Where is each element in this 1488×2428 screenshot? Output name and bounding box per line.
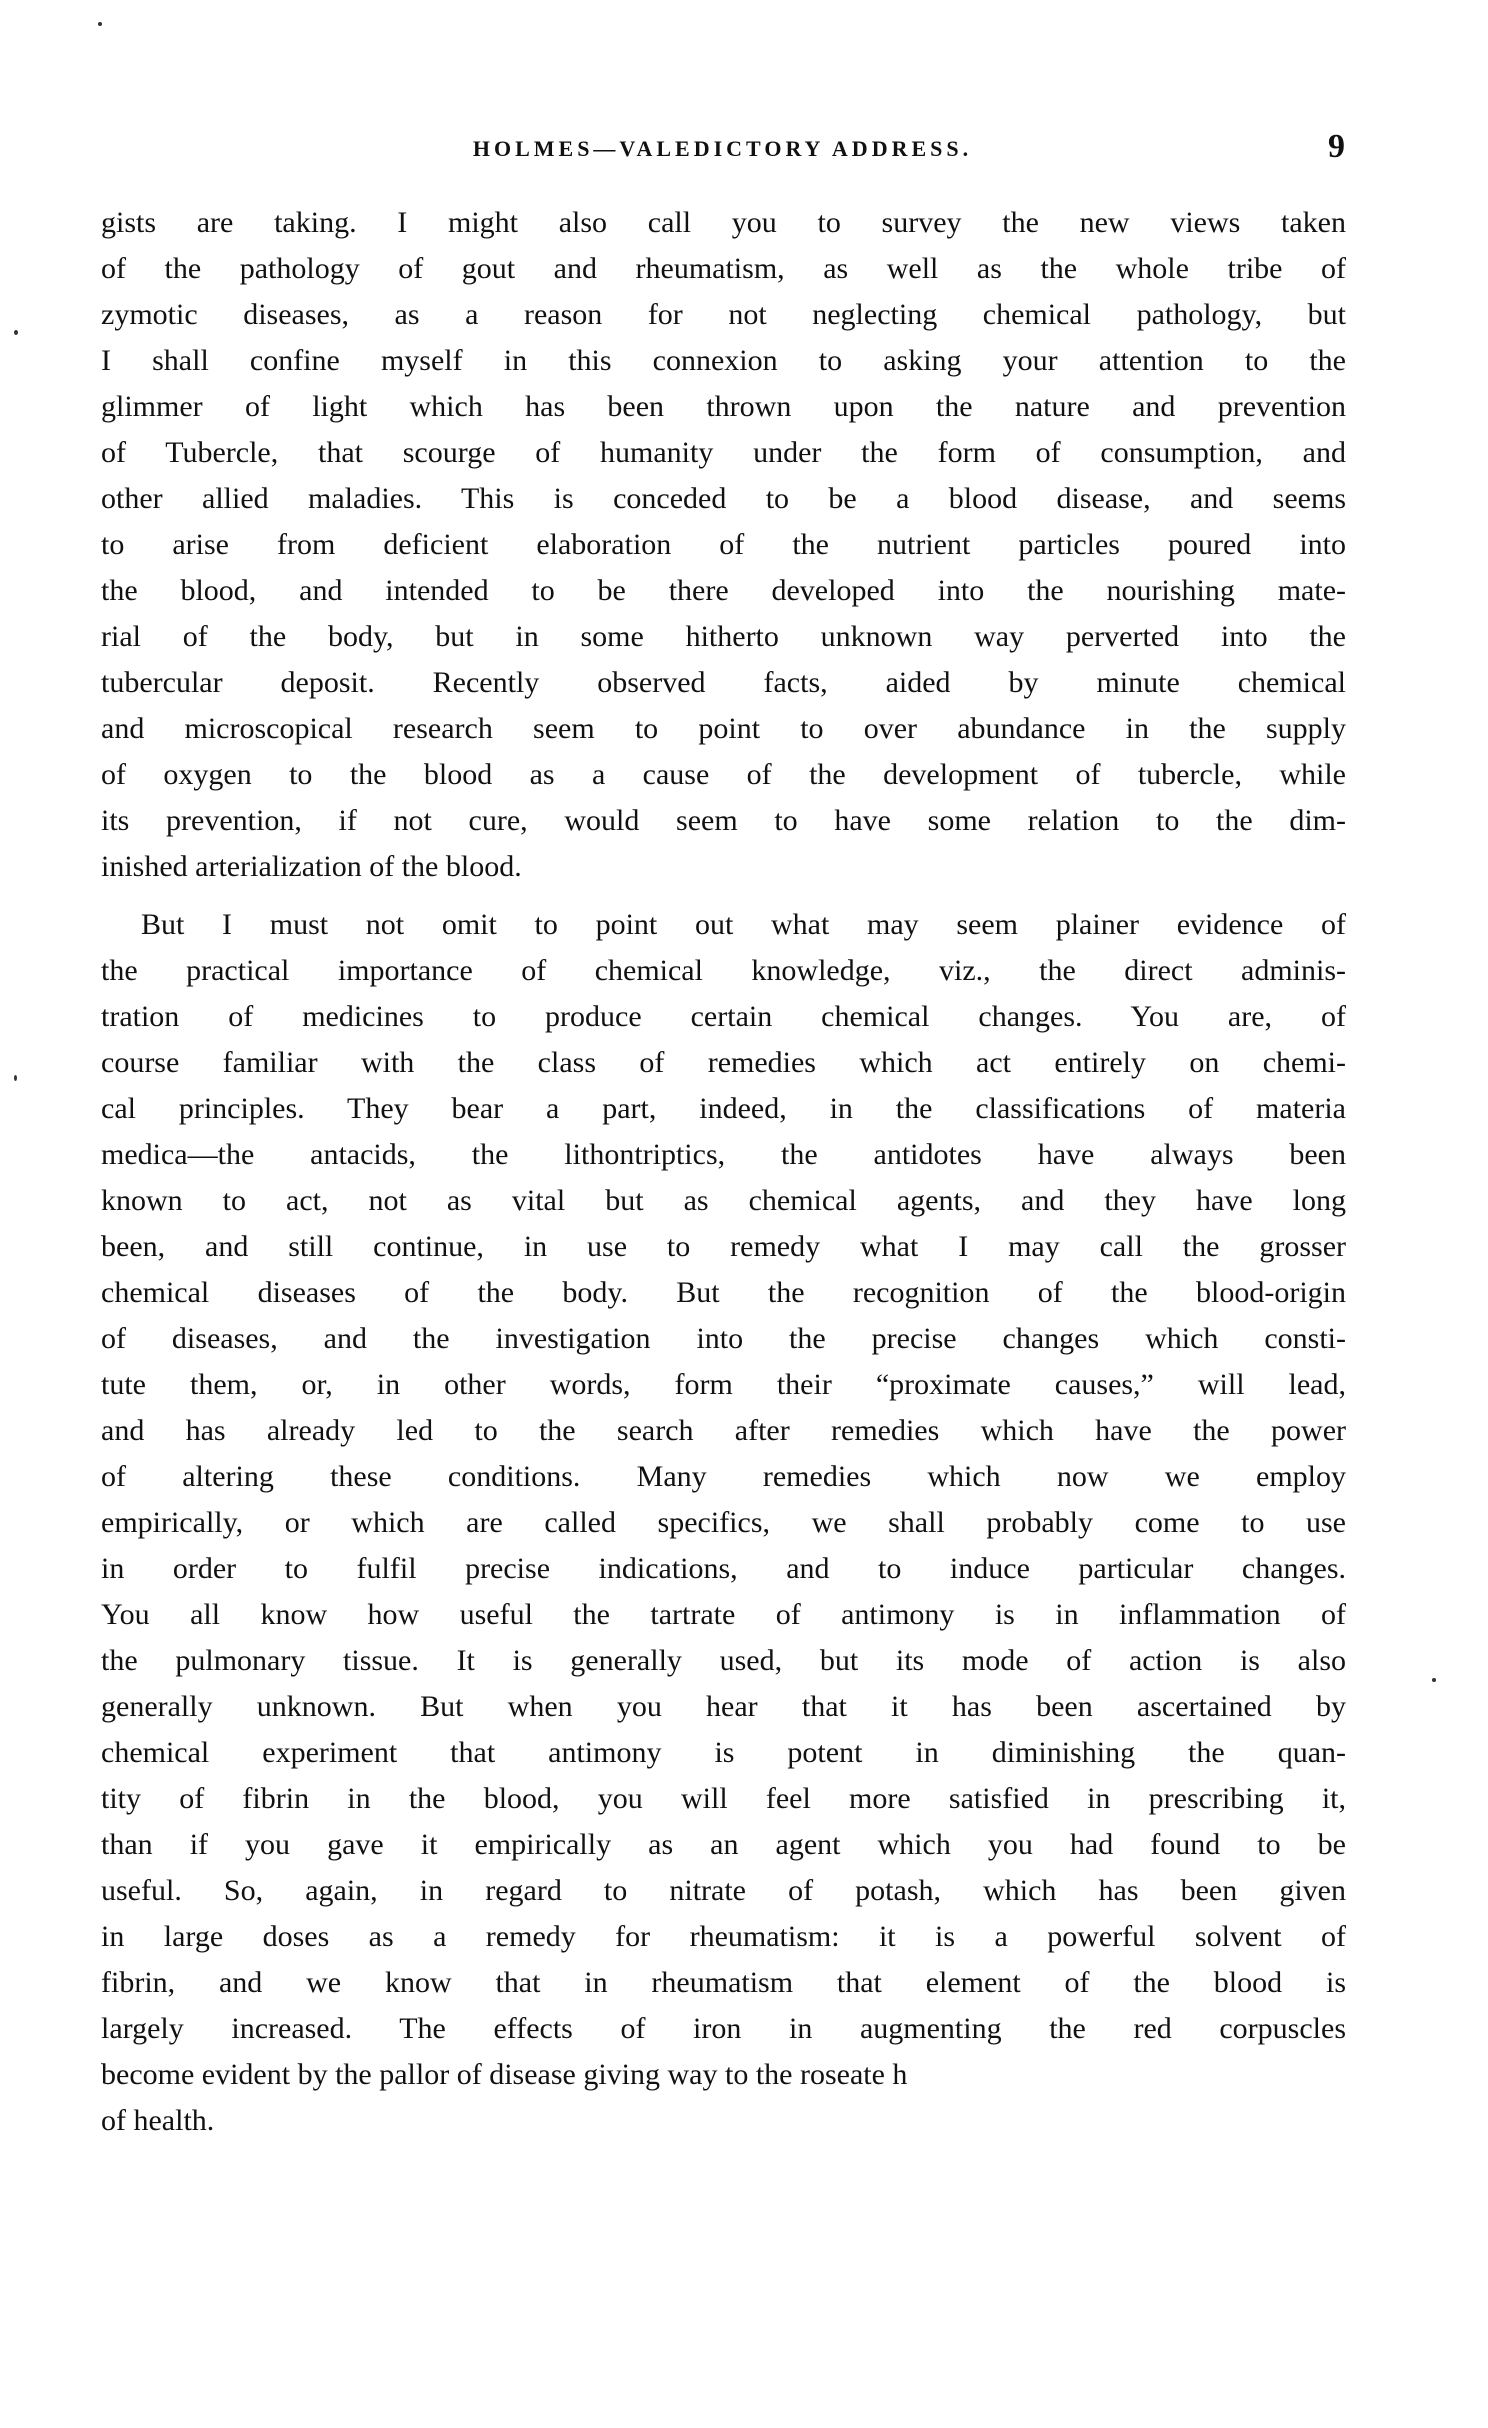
text-line: inished arterialization of the blood. bbox=[101, 850, 522, 883]
paragraph-1 bbox=[101, 200, 1346, 890]
text-line: You all know how useful the tartrate of antimony is in inflammation of bbox=[101, 1598, 1346, 1631]
scan-speck bbox=[1432, 1678, 1436, 1682]
text-line: I shall confine myself in this connexion to asking your attention to the bbox=[101, 344, 1346, 377]
text-line: tubercular deposit. Recently observed facts, aided by minute chemical bbox=[101, 666, 1346, 699]
text-line: glimmer of light which has been thrown upon the nature and prevention bbox=[101, 390, 1346, 423]
text-line: zymotic diseases, as a reason for not neglecting chemical pathology, but bbox=[101, 298, 1346, 331]
text-line: fibrin, and we know that in rheumatism that element of the blood is bbox=[101, 1966, 1346, 1999]
scan-speck bbox=[14, 330, 18, 335]
text-line: than if you gave it empirically as an agent which you had found to be bbox=[101, 1828, 1346, 1861]
text-line: medica—the antacids, the lithontriptics, the antidotes have always been bbox=[101, 1138, 1346, 1171]
paragraph-2 bbox=[101, 902, 1346, 2144]
scan-speck bbox=[98, 22, 102, 26]
text-line: the pulmonary tissue. It is generally used, but its mode of action is also bbox=[101, 1644, 1346, 1677]
text-line: its prevention, if not cure, would seem to have some relation to the dim- bbox=[101, 804, 1346, 837]
text-line: gists are taking. I might also call you to survey the new views taken bbox=[101, 206, 1346, 239]
running-header bbox=[100, 128, 1345, 168]
text-line: other allied maladies. This is conceded to be a blood disease, and seems bbox=[101, 482, 1346, 515]
text-line: cal principles. They bear a part, indeed, in the classifications of materia bbox=[101, 1092, 1346, 1125]
text-line: of Tubercle, that scourge of humanity under the form of consumption, and bbox=[101, 436, 1346, 469]
text-line: generally unknown. But when you hear that it has been ascertained by bbox=[101, 1690, 1346, 1723]
text-line: in order to fulfil precise indications, and to induce particular changes. bbox=[101, 1552, 1346, 1585]
text-line: of health. bbox=[101, 2104, 215, 2137]
text-line: chemical diseases of the body. But the recognition of the blood-origin bbox=[101, 1276, 1346, 1309]
text-line: the blood, and intended to be there developed into the nourishing mate- bbox=[101, 574, 1346, 607]
text-line: rial of the body, but in some hitherto unknown way perverted into the bbox=[101, 620, 1346, 653]
text-line: been, and still continue, in use to remedy what I may call the grosser bbox=[101, 1230, 1346, 1263]
text-line: of diseases, and the investigation into the precise changes which consti- bbox=[101, 1322, 1346, 1355]
text-line: in large doses as a remedy for rheumatism: it is a powerful solvent of bbox=[101, 1920, 1346, 1953]
text-line: of the pathology of gout and rheumatism, as well as the whole tribe of bbox=[101, 252, 1346, 285]
text-line: useful. So, again, in regard to nitrate of potash, which has been given bbox=[101, 1874, 1346, 1907]
text-line: and microscopical research seem to point to over abundance in the supply bbox=[101, 712, 1346, 745]
text-line: empirically, or which are called specifics, we shall probably come to use bbox=[101, 1506, 1346, 1539]
text-line: tute them, or, in other words, form their “proximate causes,” will lead, bbox=[101, 1368, 1346, 1401]
page-number: 9 bbox=[1328, 128, 1345, 165]
text-line: the practical importance of chemical knowledge, viz., the direct adminis- bbox=[101, 954, 1346, 987]
text-line: course familiar with the class of remedies which act entirely on chemi- bbox=[101, 1046, 1346, 1079]
text-line: of altering these conditions. Many remedies which now we employ bbox=[101, 1460, 1346, 1493]
text-line: of oxygen to the blood as a cause of the development of tubercle, while bbox=[101, 758, 1346, 791]
body-text bbox=[101, 200, 1346, 2144]
text-line: tity of fibrin in the blood, you will feel more satisfied in prescribing it, bbox=[101, 1782, 1346, 1815]
text-line: largely increased. The effects of iron in augmenting the red corpuscles bbox=[101, 2012, 1346, 2045]
running-title: HOLMES—VALEDICTORY ADDRESS. bbox=[472, 136, 973, 161]
text-line: But I must not omit to point out what may seem plainer evidence of bbox=[141, 908, 1346, 941]
text-line: chemical experiment that antimony is potent in diminishing the quan- bbox=[101, 1736, 1346, 1769]
text-line: known to act, not as vital but as chemical agents, and they have long bbox=[101, 1184, 1346, 1217]
text-line: to arise from deficient elaboration of the nutrient particles poured into bbox=[101, 528, 1346, 561]
scan-speck bbox=[14, 1075, 17, 1081]
text-line: tration of medicines to produce certain chemical changes. You are, of bbox=[101, 1000, 1346, 1033]
paragraph-gap bbox=[101, 890, 1346, 902]
text-line: and has already led to the search after remedies which have the power bbox=[101, 1414, 1346, 1447]
text-line: become evident by the pallor of disease giving way to the roseate h bbox=[101, 2058, 908, 2091]
